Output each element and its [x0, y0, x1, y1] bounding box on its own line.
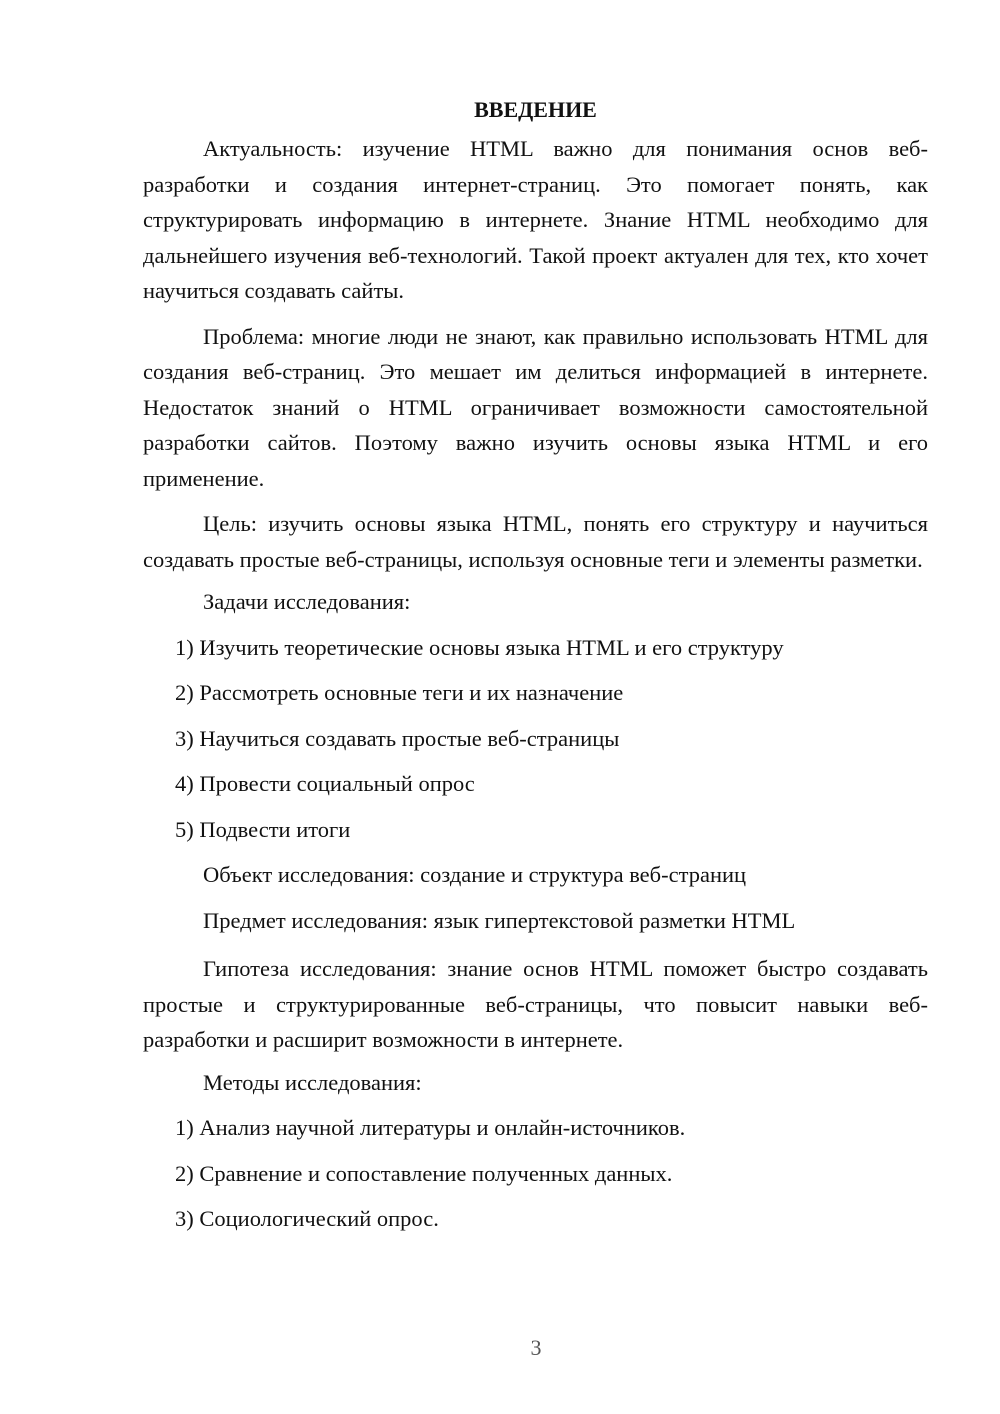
section-title: ВВЕДЕНИЕ	[474, 97, 597, 122]
task-item: 1) Изучить теоретические основы языка HTML и его структуру	[175, 634, 784, 660]
task-item: 5) Подвести итоги	[175, 816, 351, 842]
task-item: 4) Провести социальный опрос	[175, 771, 475, 796]
method-item: 2) Сравнение и сопоставление полученных данных.	[175, 1160, 673, 1186]
research-subject: Предмет исследования: язык гипертекстовой разметки HTML	[203, 907, 796, 933]
method-item: 1) Анализ научной литературы и онлайн-источников.	[175, 1115, 686, 1140]
method-item: 3) Социологический опрос.	[175, 1206, 439, 1231]
relevance-paragraph: Актуальность: изучение HTML важно для понимания основ веб-разработки и создания интернет-страниц. Это помогает понять, как структурировать информацию в интернете. Знание HTML необходимо для дальнейшего изучения веб-технологий. Такой проект актуален для тех, кто хочет научиться создавать сайты.	[143, 136, 928, 303]
page-number: 3	[530, 1335, 542, 1360]
task-item: 2) Рассмотреть основные теги и их назначение	[175, 680, 624, 705]
hypothesis-paragraph: Гипотеза исследования: знание основ HTML поможет быстро создавать простые и структурированные веб-страницы, что повысит навыки веб-разработки и расширит возможности в интернете.	[143, 956, 928, 1052]
task-item: 3) Научиться создавать простые веб-страницы	[175, 725, 620, 751]
methods-heading: Методы исследования:	[203, 1069, 422, 1095]
document-page	[143, 95, 928, 1250]
research-object: Объект исследования: создание и структура веб-страниц	[203, 862, 747, 887]
tasks-heading: Задачи исследования:	[203, 589, 411, 614]
problem-paragraph: Проблема: многие люди не знают, как правильно использовать HTML для создания веб-страниц. Это мешает им делиться информацией в интернете. Недостаток знаний о HTML ограничивает возможности самостоятельной разработки сайтов. Поэтому важно изучить основы языка HTML и его применение.	[143, 323, 928, 491]
goal-paragraph: Цель: изучить основы языка HTML, понять его структуру и научиться создавать простые веб-страницы, используя основные теги и элементы разметки.	[143, 511, 928, 572]
